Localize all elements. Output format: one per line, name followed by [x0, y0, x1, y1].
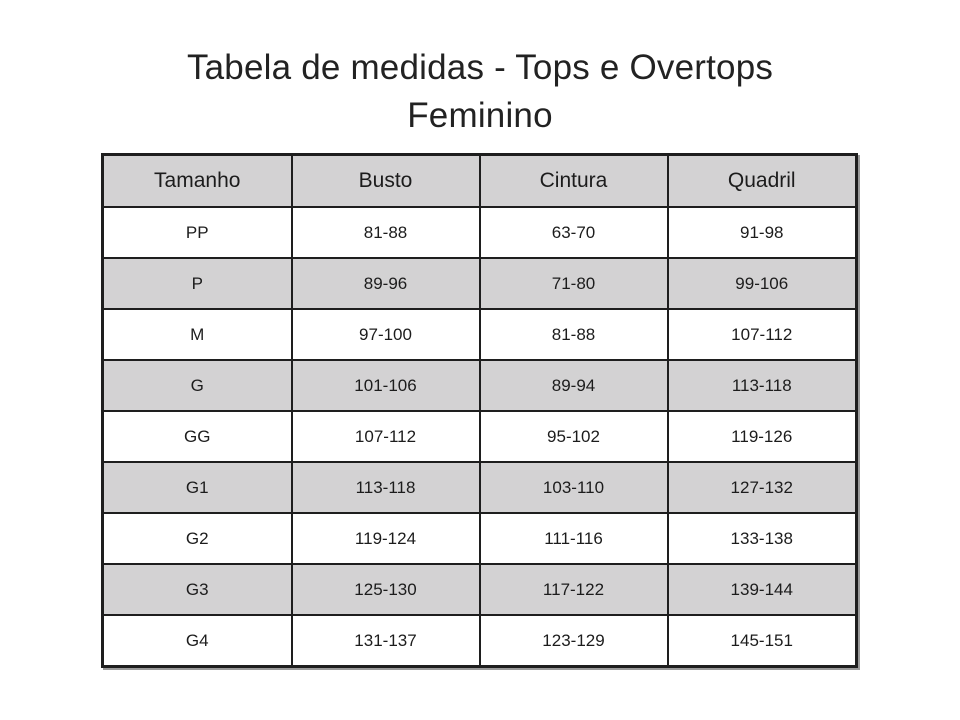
cell-cintura: 123-129 — [480, 615, 668, 667]
title-line-1: Tabela de medidas - Tops e Overtops — [186, 48, 774, 87]
table-row — [103, 411, 857, 462]
table-row — [103, 462, 857, 513]
cell-size: G3 — [103, 564, 292, 615]
cell-cintura: 103-110 — [480, 462, 668, 513]
size-table-container — [101, 153, 855, 663]
cell-cintura: 111-116 — [480, 513, 668, 564]
size-table — [101, 153, 858, 668]
header-busto: Busto — [292, 155, 480, 208]
cell-quadril: 145-151 — [668, 615, 857, 667]
table-row — [103, 309, 857, 360]
cell-cintura: 117-122 — [480, 564, 668, 615]
cell-quadril: 99-106 — [668, 258, 857, 309]
cell-cintura: 95-102 — [480, 411, 668, 462]
cell-cintura: 81-88 — [480, 309, 668, 360]
cell-size: P — [103, 258, 292, 309]
table-row — [103, 615, 857, 667]
cell-size: PP — [103, 207, 292, 258]
header-cintura: Cintura — [480, 155, 668, 208]
cell-busto: 119-124 — [292, 513, 480, 564]
cell-size: G2 — [103, 513, 292, 564]
cell-busto: 89-96 — [292, 258, 480, 309]
table-header-row — [103, 155, 857, 208]
cell-busto: 131-137 — [292, 615, 480, 667]
cell-quadril: 139-144 — [668, 564, 857, 615]
cell-busto: 101-106 — [292, 360, 480, 411]
table-row — [103, 564, 857, 615]
table-row — [103, 258, 857, 309]
cell-busto: 107-112 — [292, 411, 480, 462]
cell-quadril: 91-98 — [668, 207, 857, 258]
cell-quadril: 113-118 — [668, 360, 857, 411]
cell-cintura: 89-94 — [480, 360, 668, 411]
table-row — [103, 360, 857, 411]
cell-cintura: 71-80 — [480, 258, 668, 309]
cell-quadril: 107-112 — [668, 309, 857, 360]
table-row — [103, 207, 857, 258]
cell-cintura: 63-70 — [480, 207, 668, 258]
cell-quadril: 127-132 — [668, 462, 857, 513]
header-tamanho: Tamanho — [103, 155, 292, 208]
page-title — [0, 44, 960, 140]
cell-busto: 97-100 — [292, 309, 480, 360]
cell-size: M — [103, 309, 292, 360]
cell-size: G — [103, 360, 292, 411]
cell-busto: 81-88 — [292, 207, 480, 258]
title-line-2: Feminino — [407, 96, 553, 135]
cell-quadril: 119-126 — [668, 411, 857, 462]
cell-size: GG — [103, 411, 292, 462]
cell-busto: 113-118 — [292, 462, 480, 513]
table-row — [103, 513, 857, 564]
cell-quadril: 133-138 — [668, 513, 857, 564]
cell-size: G1 — [103, 462, 292, 513]
header-quadril: Quadril — [668, 155, 857, 208]
cell-busto: 125-130 — [292, 564, 480, 615]
cell-size: G4 — [103, 615, 292, 667]
